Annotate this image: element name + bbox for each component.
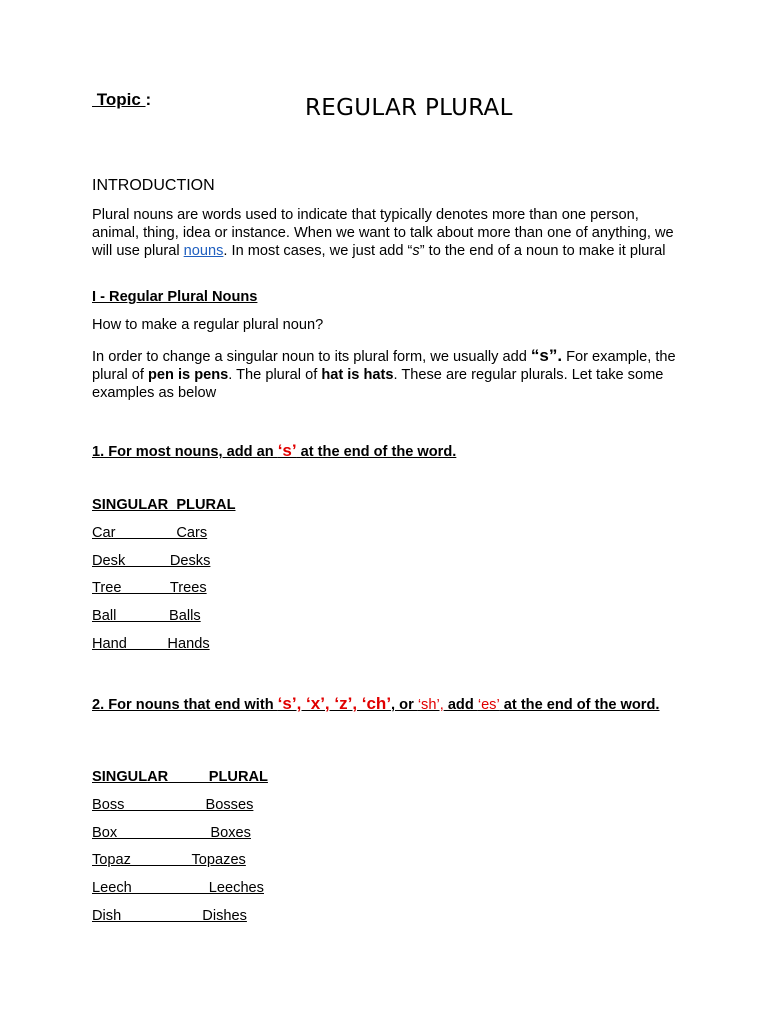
rule-2-heading [92, 695, 682, 714]
topic-colon: : [145, 90, 152, 109]
table-2-row: Leech Leeches [92, 880, 264, 896]
rule-2-prefix: 2. For nouns that end with [92, 697, 278, 713]
table-1-row: Ball Balls [92, 608, 201, 624]
para-text-3: . The plural of [228, 367, 322, 383]
intro-text: Plural nouns are words used to indicate that typically denotes more than one person, animal, thing, idea or instance. When we want to talk about more than one of anything, we will use plural [92, 207, 674, 259]
rule-2-middle: , or [391, 697, 418, 713]
table-1-row: Hand Hands [92, 636, 210, 652]
table-2-row: Topaz Topazes [92, 852, 246, 868]
section-question: How to make a regular plural noun? [92, 317, 324, 333]
section-heading-regular-plural-nouns: I - Regular Plural Nouns [92, 289, 258, 305]
table-1-header: SINGULAR PLURAL [92, 497, 236, 513]
introduction-paragraph [92, 206, 682, 260]
para-text-4: . These are regular plurals. Let take some examples as below [92, 367, 664, 401]
page-title: REGULAR PLURAL [305, 95, 513, 121]
table-1-row: Desk Desks [92, 553, 211, 569]
rule-2-es: ‘es’ [477, 697, 500, 713]
rule-1-suffix: at the end of the word. [296, 444, 457, 460]
rule-2-endings: ‘s’, ‘x’, ‘z’, ‘ch’ [277, 694, 392, 713]
table-2-header: SINGULAR PLURAL [92, 769, 268, 785]
rule-2-suffix: at the end of the word. [499, 697, 660, 713]
para-text-2: For example, the plural of [92, 349, 676, 383]
rule-2-add: add [443, 697, 478, 713]
pen-example: pen is pens [147, 367, 229, 383]
intro-text-2: . In most cases, we just add “ [223, 243, 413, 259]
table-2-row: Boss Bosses [92, 797, 254, 813]
topic-label [92, 90, 151, 110]
rule-1-heading [92, 441, 456, 461]
table-2-row: Box Boxes [92, 825, 251, 841]
s-quoted: “s”. [530, 346, 563, 365]
rule-1-prefix: 1. For most nouns, add an [92, 444, 278, 460]
table-1-row: Tree Trees [92, 580, 207, 596]
rule-2-sh: ‘sh’, [417, 697, 444, 713]
rule-1-highlight: ‘s’ [277, 441, 297, 460]
hat-example: hat is hats [321, 367, 394, 383]
nouns-link[interactable]: nouns [183, 243, 224, 259]
table-1-row: Car Cars [92, 525, 208, 541]
introduction-heading: INTRODUCTION [92, 177, 215, 194]
para-text: In order to change a singular noun to its plural form, we usually add [92, 349, 531, 365]
intro-text-3: ” to the end of a noun to make it plural [419, 243, 666, 259]
table-2-row: Dish Dishes [92, 908, 247, 924]
intro-s: s [412, 243, 420, 259]
topic-text: Topic [92, 90, 146, 109]
section-paragraph [92, 347, 682, 402]
